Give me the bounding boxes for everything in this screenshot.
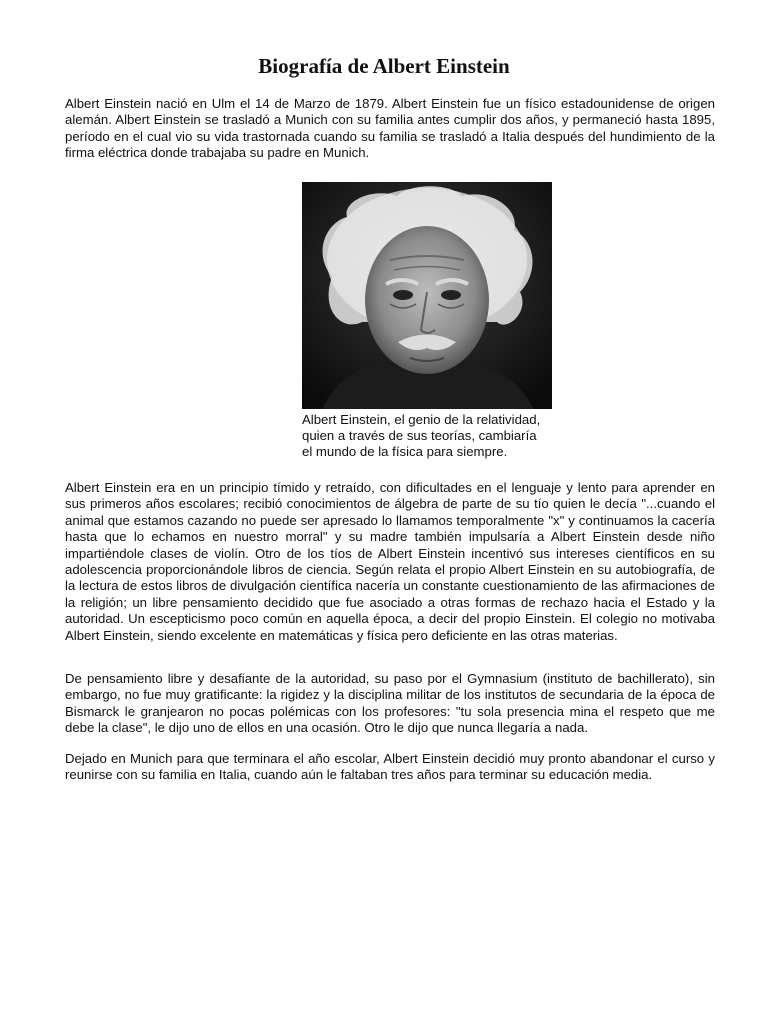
paragraph-3: De pensamiento libre y desafiante de la autoridad, su paso por el Gymnasium (instituto de bachillerato), sin embargo, no fue muy gratificante: la rigidez y la disciplina militar de los institutos de secundaria de la época de Bismarck le granjearon no pocas polémicas con los profesores: "tu sola presencia mina el respeto que me debe la clase", le dijo uno de ellos en una ocasión. Otro le dijo que nunca llegaría a nada.: [65, 671, 715, 736]
paragraph-4: Dejado en Munich para que terminara el año escolar, Albert Einstein decidió muy pronto abandonar el curso y reunirse con su familia en Italia, cuando aún le faltaban tres años para terminar su educación media.: [65, 751, 715, 783]
paragraph-2: Albert Einstein era en un principio tímido y retraído, con dificultades en el lenguaje y lento para aprender en sus primeros años escolares; recibió conocimientos de álgebra de parte de su tío quien le decía "...cuando el animal que estamos cazando no puede ser apresado lo llamamos temporalmente "x" y continuamos la cacería hasta que lo echamos en nuestro morral" y su madre también impulsaría a Albert Einstein desde niño impartiéndole clases de violín. Otro de los tíos de Albert Einstein incentivó sus intereses científicos en su adolescencia proporcionándole libros de ciencia. Según relata el propio Albert Einstein en su autobiografía, de la lectura de estos libros de divulgación científica nacería un constante cuestionamiento de las afirmaciones de la religión; un libre pensamiento decidido que fue asociado a otras formas de rechazo hacia el Estado y la autoridad. Un escepticismo poco común en aquella época, a decir del propio Einstein. El colegio no motivaba Albert Einstein, siendo excelente en matemáticas y física pero deficiente en las otras materias.: [65, 480, 715, 643]
einstein-portrait: [302, 182, 552, 409]
caption-line: quien a través de sus teorías, cambiaría: [302, 428, 537, 444]
document-title: Biografía de Albert Einstein: [258, 54, 510, 78]
caption-line: el mundo de la física para siempre.: [302, 444, 508, 460]
portrait-illustration: [302, 182, 552, 409]
figure-caption: [302, 412, 562, 461]
caption-line: Albert Einstein, el genio de la relatividad,: [302, 412, 541, 427]
paragraph-1: Albert Einstein nació en Ulm el 14 de Marzo de 1879. Albert Einstein fue un físico estadounidense de origen alemán. Albert Einstein se trasladó a Munich con su familia antes cumplir dos años, y permaneció hasta 1895, período en el cual vio su vida trastornada cuando su familia se trasladó a Italia después del hundimiento de la firma eléctrica donde trabajaba su padre en Munich.: [65, 96, 715, 161]
